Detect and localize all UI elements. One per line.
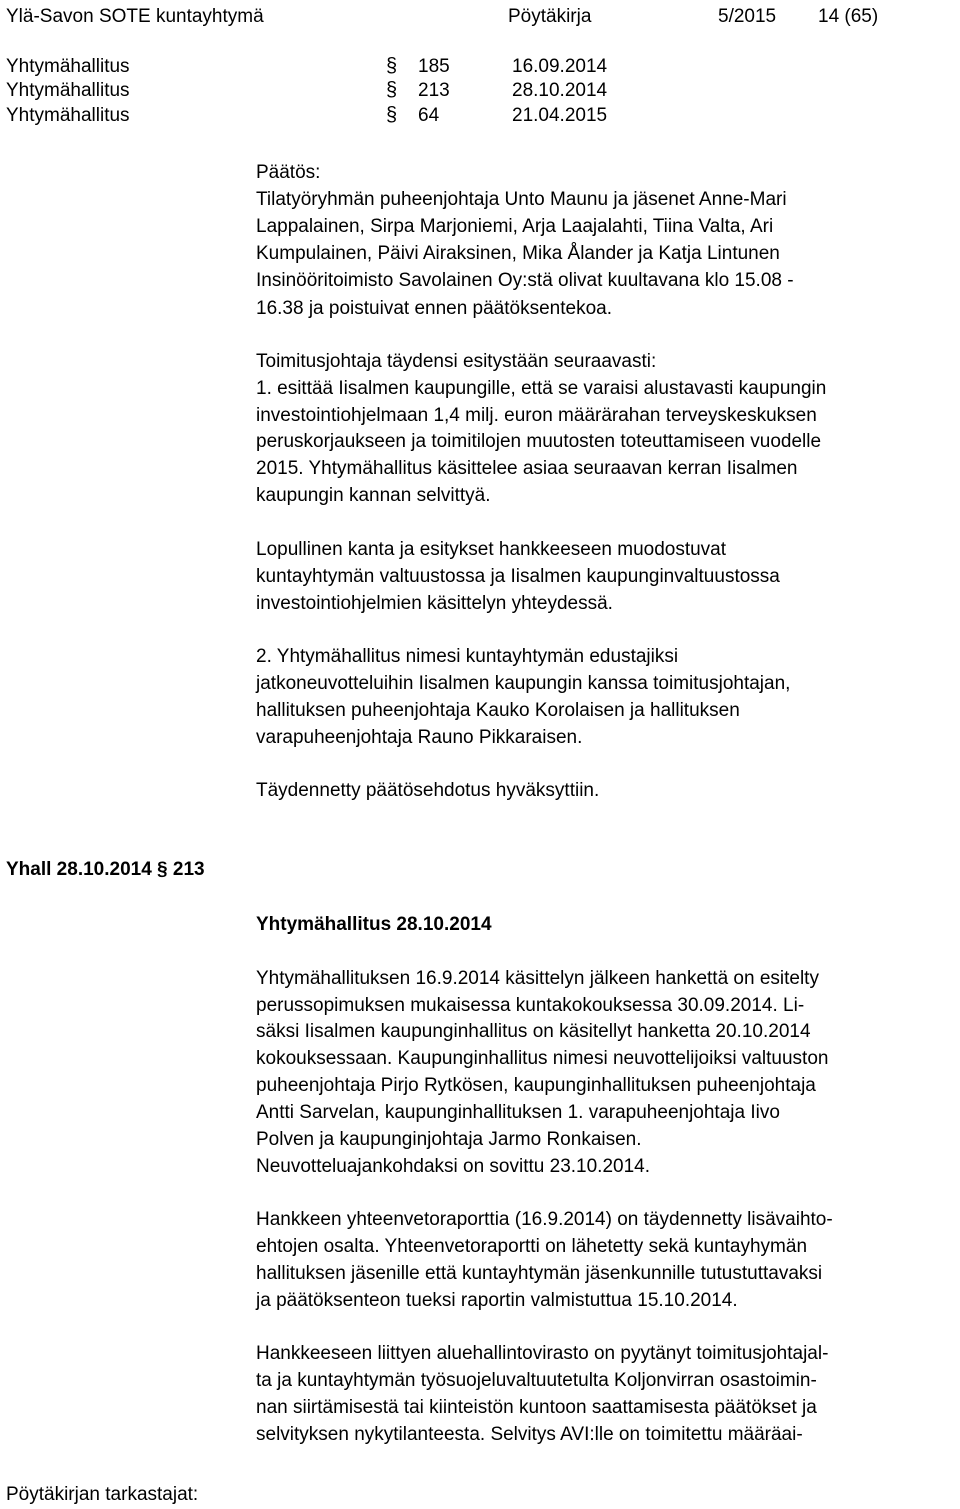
text-line: varapuheenjohtaja Rauno Pikkaraisen.	[256, 727, 583, 748]
text-line: jatkoneuvotteluihin Iisalmen kaupungin kanssa toimitusjohtajan,	[256, 673, 791, 694]
text-line: Lappalainen, Sirpa Marjoniemi, Arja Laajalahti, Tiina Valta, Ari	[256, 216, 774, 237]
text-line: investointiohjelmien käsittelyn yhteydessä.	[256, 593, 613, 614]
text-line: kuntayhtymän valtuustossa ja Iisalmen kaupunginvaltuustossa	[256, 566, 780, 587]
text-line: puheenjohtaja Pirjo Rytkösen, kaupunginhallituksen puheenjohtaja	[256, 1075, 816, 1096]
checkers-label: Pöytäkirjan tarkastajat:	[6, 1484, 199, 1505]
section-heading: Yhtymähallitus 28.10.2014	[256, 914, 492, 935]
text-line: Kumpulainen, Päivi Airaksinen, Mika Ålander ja Katja Lintunen	[256, 243, 780, 264]
reference-number: 213	[418, 80, 450, 101]
reference-body: Yhtymähallitus	[6, 80, 130, 101]
text-line: 16.38 ja poistuivat ennen päätöksentekoa.	[256, 298, 612, 319]
section-label: Yhall 28.10.2014 § 213	[6, 859, 205, 880]
supplement-heading: Toimitusjohtaja täydensi esitystään seuraavasti:	[256, 351, 657, 372]
text-line: hallituksen jäsenille että kuntayhtymän jäsenkunnille tutustuttavaksi	[256, 1263, 823, 1284]
text-line: Yhtymähallituksen 16.9.2014 käsittelyn jälkeen hankettä on esitelty	[256, 968, 819, 989]
text-line: 1. esittää Iisalmen kaupungille, että se varaisi alustavasti kaupungin	[256, 378, 827, 399]
text-line: selvityksen nykytilanteesta. Selvitys AVI:lle on toimitettu määräai-	[256, 1424, 803, 1445]
text-line: ehtojen osalta. Yhteenvetoraportti on lähetetty sekä kuntayhymän	[256, 1236, 808, 1257]
reference-body: Yhtymähallitus	[6, 56, 130, 77]
reference-body: Yhtymähallitus	[6, 105, 130, 126]
document-type: Pöytäkirja	[508, 6, 592, 27]
text-line: Insinööritoimisto Savolainen Oy:stä olivat kuultavana klo 15.08 -	[256, 270, 794, 291]
text-line: Antti Sarvelan, kaupunginhallituksen 1. varapuheenjohtaja Iivo	[256, 1102, 780, 1123]
reference-date: 21.04.2015	[512, 105, 608, 126]
text-line: kokouksessaan. Kaupunginhallitus nimesi neuvottelijoiksi valtuuston	[256, 1048, 829, 1069]
approval-statement: Täydennetty päätösehdotus hyväksyttiin.	[256, 780, 600, 801]
reference-date: 28.10.2014	[512, 80, 608, 101]
text-line: 2015. Yhtymähallitus käsittelee asiaa seuraavan kerran Iisalmen	[256, 458, 798, 479]
page-number: 14 (65)	[818, 6, 879, 27]
text-line: 2. Yhtymähallitus nimesi kuntayhtymän edustajiksi	[256, 646, 679, 667]
text-line: investointiohjelmaan 1,4 milj. euron määrärahan terveyskeskuksen	[256, 405, 817, 426]
section-sign-icon: §	[386, 104, 398, 126]
reference-number: 185	[418, 56, 450, 77]
text-line: Lopullinen kanta ja esitykset hankkeeseen muodostuvat	[256, 539, 727, 560]
text-line: Hankkeeseen liittyen aluehallintovirasto on pyytänyt toimitusjohtajal-	[256, 1343, 829, 1364]
text-line: Tilatyöryhmän puheenjohtaja Unto Maunu ja jäsenet Anne-Mari	[256, 189, 787, 210]
text-line: kaupungin kannan selvittyä.	[256, 485, 491, 506]
text-line: ja päätöksenteon tueksi raportin valmistuttua 15.10.2014.	[256, 1290, 738, 1311]
text-line: nan siirtämisestä tai kiinteistön kuntoon saattamisesta päätökset ja	[256, 1397, 817, 1418]
section-sign-icon: §	[386, 55, 398, 77]
document-number: 5/2015	[718, 6, 777, 27]
text-line: Polven ja kaupunginjohtaja Jarmo Ronkaisen.	[256, 1129, 642, 1150]
text-line: hallituksen puheenjohtaja Kauko Korolaisen ja hallituksen	[256, 700, 740, 721]
text-line: ta ja kuntayhtymän työsuojeluvaltuutetulta Koljonvirran osastoimin-	[256, 1370, 817, 1391]
text-line: Hankkeen yhteenvetoraporttia (16.9.2014) on täydennetty lisävaihto-	[256, 1209, 833, 1230]
text-line: säksi Iisalmen kaupunginhallitus on käsitellyt hanketta 20.10.2014	[256, 1021, 811, 1042]
reference-number: 64	[418, 105, 440, 126]
organization-name: Ylä-Savon SOTE kuntayhtymä	[6, 6, 264, 27]
decision-heading: Päätös:	[256, 162, 321, 183]
text-line: Neuvotteluajankohdaksi on sovittu 23.10.2014.	[256, 1156, 650, 1177]
text-line: perussopimuksen mukaisessa kuntakokouksessa 30.09.2014. Li-	[256, 995, 805, 1016]
text-line: peruskorjaukseen ja toimitilojen muutosten toteuttamiseen vuodelle	[256, 431, 822, 452]
reference-date: 16.09.2014	[512, 56, 608, 77]
section-sign-icon: §	[386, 79, 398, 101]
